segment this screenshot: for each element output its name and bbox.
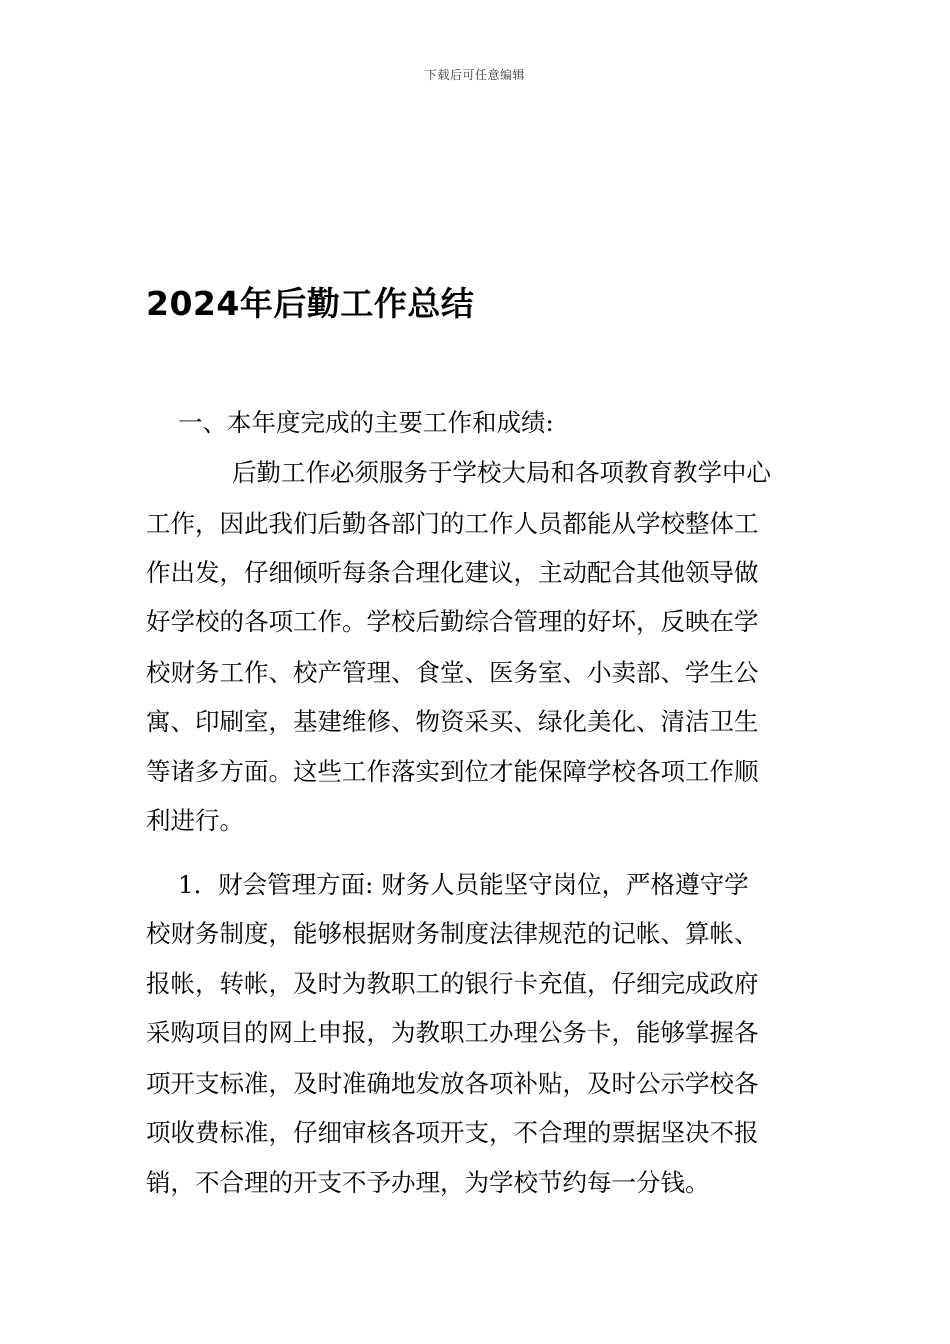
paragraph-1-line: 寓、印刷室，基建维修、物资采买、绿化美化、清洁卫生 [146, 707, 759, 736]
paragraph-2-line: 1．财会管理方面: 财务人员能坚守岗位，严格遵守学 [178, 870, 749, 899]
document-title: 2024年后勤工作总结 [146, 284, 475, 323]
paragraph-1-line: 校财务工作、校产管理、食堂、医务室、小卖部、学生公 [146, 658, 759, 687]
paragraph-2-line: 校财务制度，能够根据财务制度法律规范的记帐、算帐、 [146, 919, 759, 948]
paragraph-1-line: 工作，因此我们后勤各部门的工作人员都能从学校整体工 [146, 509, 759, 538]
paragraph-2-line: 项开支标准，及时准确地发放各项补贴，及时公示学校各 [146, 1069, 759, 1098]
paragraph-2-line: 销，不合理的开支不予办理，为学校节约每一分钱。 [146, 1168, 710, 1197]
paragraph-1-line: 后勤工作必须服务于学校大局和各项教育教学中心 [232, 458, 771, 487]
paragraph-1-line: 作出发，仔细倾听每条合理化建议，主动配合其他领导做 [146, 558, 759, 587]
header-note: 下载后可任意编辑 [424, 68, 525, 82]
paragraph-1-line: 利进行。 [146, 806, 244, 835]
paragraph-1-line: 等诸多方面。这些工作落实到位才能保障学校各项工作顺 [146, 757, 759, 786]
paragraph-2-line: 报帐，转帐，及时为教职工的银行卡充值，仔细完成政府 [146, 969, 759, 998]
paragraph-2-line: 项收费标准，仔细审核各项开支，不合理的票据坚决不报 [146, 1118, 759, 1147]
section-heading: 一、本年度完成的主要工作和成绩: [178, 408, 554, 437]
paragraph-1-line: 好学校的各项工作。学校后勤综合管理的好坏，反映在学 [146, 607, 759, 636]
paragraph-2-line: 采购项目的网上申报，为教职工办理公务卡，能够掌握各 [146, 1018, 759, 1047]
